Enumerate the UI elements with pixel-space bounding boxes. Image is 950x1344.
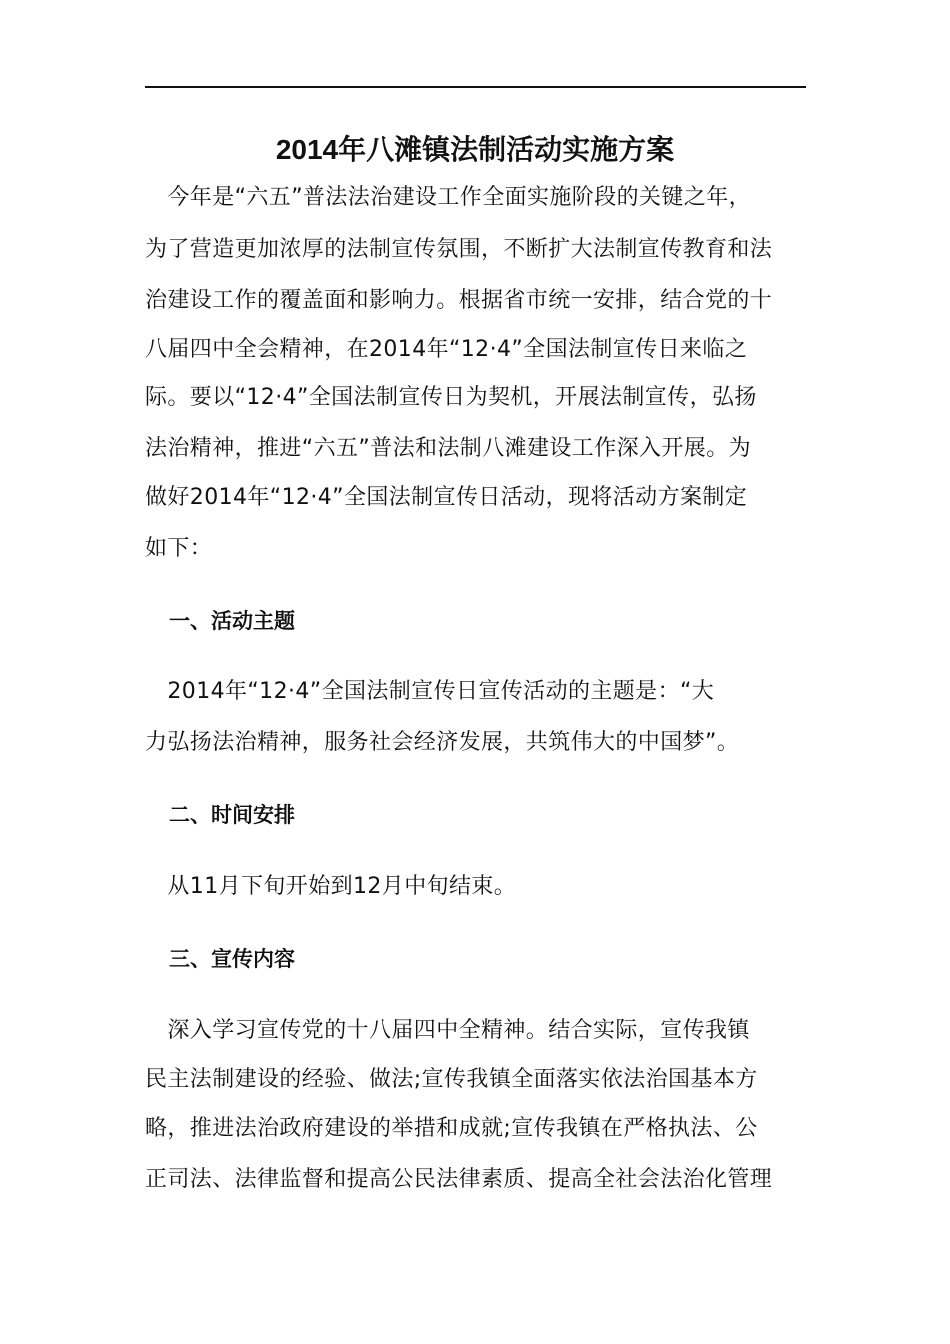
- paragraph-line: 略，推进法治政府建设的举措和成就;宣传我镇在严格执法、公: [145, 1116, 758, 1141]
- section-heading-theme: 一、活动主题: [169, 609, 295, 633]
- document-title: 2014年八滩镇法制活动实施方案: [275, 134, 675, 165]
- paragraph-line: 八届四中全会精神，在2014年“12·4”全国法制宣传日来临之: [145, 337, 748, 362]
- paragraph-line: 2014年“12·4”全国法制宣传日宣传活动的主题是：“大: [145, 679, 715, 704]
- header-rule: [145, 86, 806, 88]
- paragraph-line: 深入学习宣传党的十八届四中全精神。结合实际，宣传我镇: [145, 1018, 750, 1043]
- paragraph-line: 法治精神，推进“六五”普法和法制八滩建设工作深入开展。为: [145, 436, 751, 461]
- paragraph-line: 民主法制建设的经验、做法;宣传我镇全面落实依法治国基本方: [145, 1067, 758, 1092]
- section-heading-content: 三、宣传内容: [169, 947, 295, 971]
- paragraph-line: 做好2014年“12·4”全国法制宣传日活动，现将活动方案制定: [145, 485, 748, 510]
- paragraph-line: 为了营造更加浓厚的法制宣传氛围，不断扩大法制宣传教育和法: [145, 237, 773, 262]
- paragraph-line: 治建设工作的覆盖面和影响力。根据省市统一安排，结合党的十: [145, 288, 773, 313]
- paragraph-line: 力弘扬法治精神，服务社会经济发展，共筑伟大的中国梦”。: [145, 730, 740, 755]
- paragraph-line: 正司法、法律监督和提高公民法律素质、提高全社会法治化管理: [145, 1167, 773, 1192]
- paragraph-line: 际。要以“12·4”全国法制宣传日为契机，开展法制宣传，弘扬: [145, 385, 757, 410]
- paragraph-line: 从11月下旬开始到12月中旬结束。: [145, 874, 517, 899]
- paragraph-line: 如下：: [145, 536, 213, 561]
- section-heading-schedule: 二、时间安排: [169, 803, 295, 827]
- paragraph-line: 今年是“六五”普法法治建设工作全面实施阶段的关键之年，: [145, 185, 751, 210]
